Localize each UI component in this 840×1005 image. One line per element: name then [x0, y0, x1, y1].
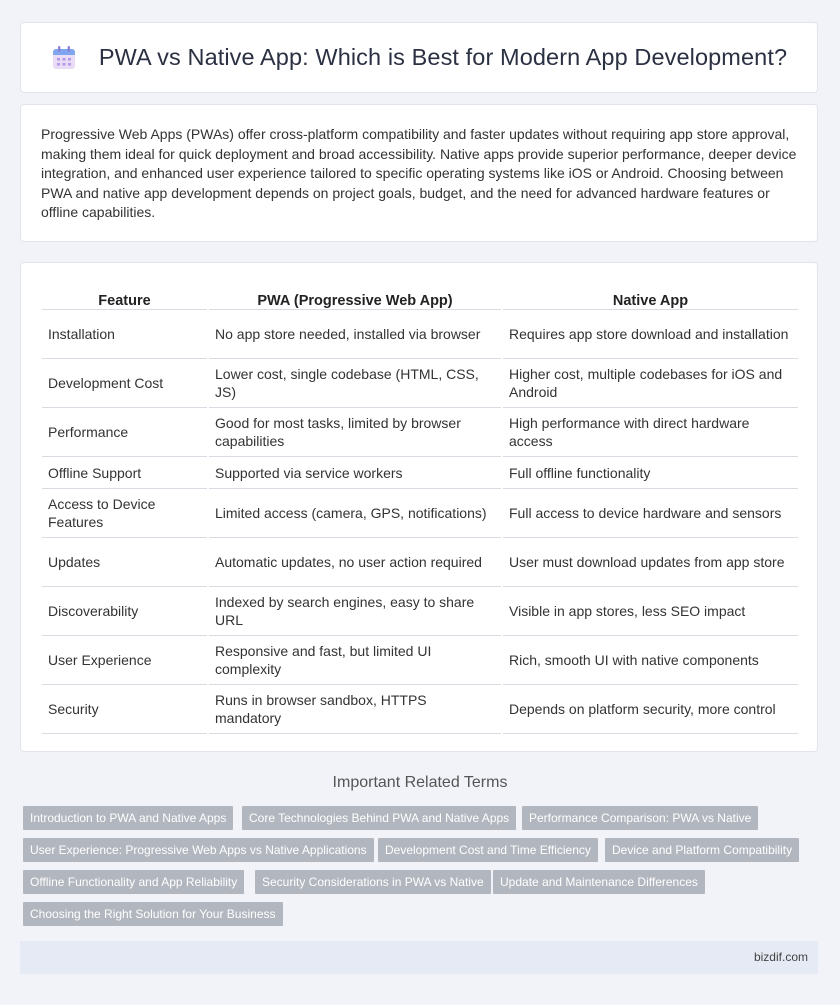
header-pwa: PWA (Progressive Web App)	[208, 283, 502, 310]
feature-cell: Installation	[42, 310, 208, 359]
pwa-cell: Limited access (camera, GPS, notifications)	[208, 489, 502, 538]
native-cell: High performance with direct hardware access	[502, 408, 798, 457]
pwa-cell: Runs in browser sandbox, HTTPS mandatory	[208, 685, 502, 734]
table-row	[42, 408, 798, 457]
comparison-table	[42, 283, 798, 734]
header-card	[20, 22, 818, 93]
header-feature: Feature	[42, 283, 208, 310]
related-term-tag[interactable]: Choosing the Right Solution for Your Business	[23, 902, 283, 926]
related-terms-title: Important Related Terms	[332, 774, 508, 791]
intro-paragraph: Progressive Web Apps (PWAs) offer cross-platform compatibility and faster updates without requiring app store approval, making them ideal for quick deployment and broad accessibility. Native apps provide superior performance, deeper device integration, and enhanced user experience tailored to specific operating systems like iOS or Android. Choosing between PWA and native app development depends on project goals, budget, and the need for advanced hardware features or offline capabilities.	[41, 126, 797, 221]
intro-card	[20, 104, 818, 242]
native-cell: Visible in app stores, less SEO impact	[502, 587, 798, 636]
table-row	[42, 489, 798, 538]
related-term-tag[interactable]: Security Considerations in PWA vs Native	[255, 870, 491, 894]
related-term-tag[interactable]: Development Cost and Time Efficiency	[378, 838, 598, 862]
table-row	[42, 310, 798, 359]
table-row	[42, 685, 798, 734]
table-row	[42, 587, 798, 636]
feature-cell: Offline Support	[42, 457, 208, 489]
footer-brand[interactable]: bizdif.com	[753, 950, 808, 964]
related-term-tag[interactable]: Introduction to PWA and Native Apps	[23, 806, 233, 830]
related-term-tag[interactable]: Performance Comparison: PWA vs Native	[522, 806, 758, 830]
related-term-tag[interactable]: Device and Platform Compatibility	[605, 838, 799, 862]
feature-cell: Performance	[42, 408, 208, 457]
pwa-cell: Lower cost, single codebase (HTML, CSS, JS)	[208, 359, 502, 408]
header-native: Native App	[502, 283, 798, 310]
native-cell: Full offline functionality	[502, 457, 798, 489]
feature-cell: Discoverability	[42, 587, 208, 636]
calendar-icon	[51, 45, 77, 71]
native-cell: Rich, smooth UI with native components	[502, 636, 798, 685]
pwa-cell: Responsive and fast, but limited UI complexity	[208, 636, 502, 685]
related-term-tag[interactable]: User Experience: Progressive Web Apps vs Native Applications	[23, 838, 374, 862]
feature-cell: User Experience	[42, 636, 208, 685]
feature-cell: Access to Device Features	[42, 489, 208, 538]
related-term-tag[interactable]: Offline Functionality and App Reliability	[23, 870, 244, 894]
table-row	[42, 538, 798, 587]
feature-cell: Security	[42, 685, 208, 734]
pwa-cell: No app store needed, installed via browser	[208, 310, 502, 359]
native-cell: User must download updates from app store	[502, 538, 798, 587]
pwa-cell: Automatic updates, no user action required	[208, 538, 502, 587]
related-term-tag[interactable]: Core Technologies Behind PWA and Native Apps	[242, 806, 516, 830]
native-cell: Full access to device hardware and sensors	[502, 489, 798, 538]
native-cell: Higher cost, multiple codebases for iOS and Android	[502, 359, 798, 408]
comparison-table-card	[20, 262, 818, 752]
related-term-tag[interactable]: Update and Maintenance Differences	[493, 870, 705, 894]
native-cell: Depends on platform security, more control	[502, 685, 798, 734]
feature-cell: Updates	[42, 538, 208, 587]
table-row	[42, 457, 798, 489]
table-header-row	[42, 283, 798, 310]
page-title: PWA vs Native App: Which is Best for Modern App Development?	[98, 44, 788, 70]
table-row	[42, 636, 798, 685]
native-cell: Requires app store download and installation	[502, 310, 798, 359]
pwa-cell: Good for most tasks, limited by browser capabilities	[208, 408, 502, 457]
table-row	[42, 359, 798, 408]
pwa-cell: Supported via service workers	[208, 457, 502, 489]
feature-cell: Development Cost	[42, 359, 208, 408]
pwa-cell: Indexed by search engines, easy to share URL	[208, 587, 502, 636]
footer	[20, 941, 818, 974]
